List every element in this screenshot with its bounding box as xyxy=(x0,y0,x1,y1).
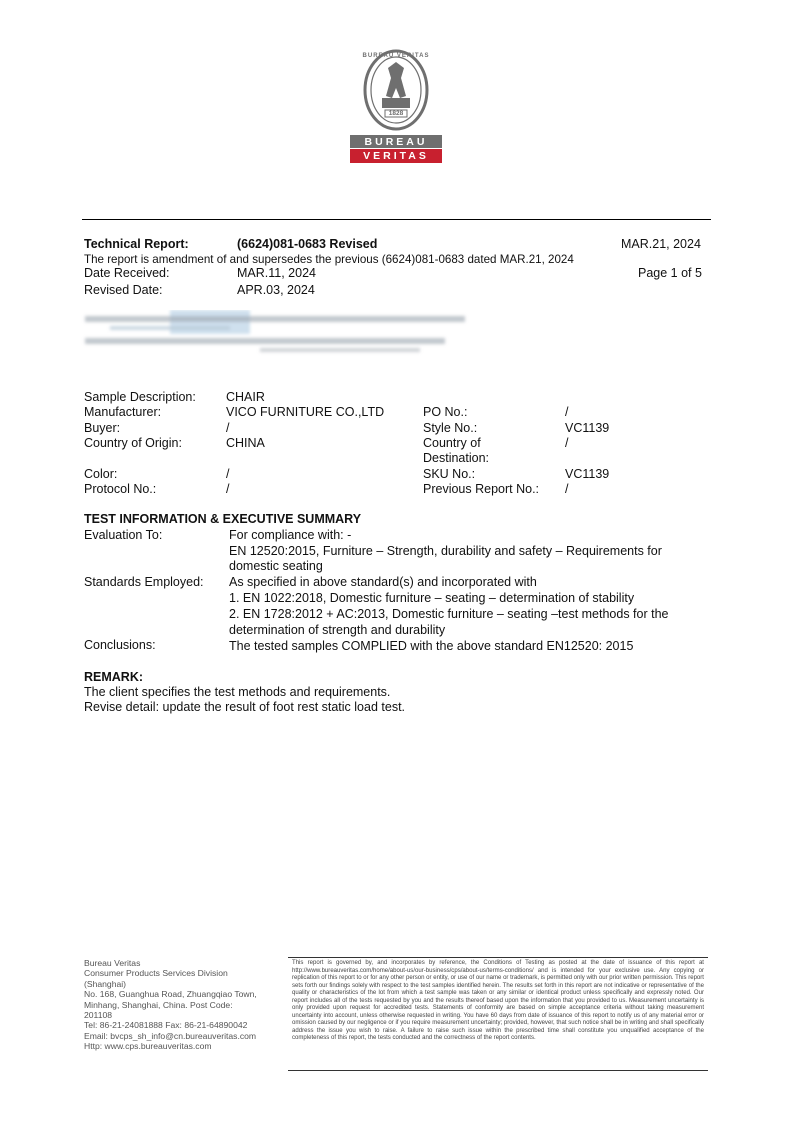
redacted-address-block xyxy=(80,310,480,362)
footer-line: Minhang, Shanghai, China. Post Code: xyxy=(84,999,233,1010)
standards-line-4: determination of strength and durability xyxy=(229,623,446,637)
remark-line-1: The client specifies the test methods and requirements. xyxy=(84,685,391,699)
amendment-note: The report is amendment of and supersedes the previous (6624)081-0683 dated MAR.21, 2024 xyxy=(84,253,574,266)
previous-report-label: Previous Report No.: xyxy=(423,482,540,496)
date-received-label: Date Received: xyxy=(84,266,170,280)
standards-line-3: 2. EN 1728:2012 + AC:2013, Domestic furniture – seating –test methods for the xyxy=(229,607,669,621)
legal-disclaimer-box xyxy=(288,957,708,1071)
sku-value: VC1139 xyxy=(565,467,610,481)
footer-line: Bureau Veritas xyxy=(84,958,141,968)
conclusions-label: Conclusions: xyxy=(84,638,156,652)
buyer-label: Buyer: xyxy=(84,421,121,435)
report-label: Technical Report: xyxy=(84,237,189,251)
bureau-veritas-logo xyxy=(348,48,444,166)
sample-description-label: Sample Description: xyxy=(84,390,196,404)
seal-text: BUREAU VERITAS xyxy=(362,53,430,59)
report-date: MAR.21, 2024 xyxy=(621,237,701,251)
revised-date-label: Revised Date: xyxy=(84,283,163,297)
standards-line-2: 1. EN 1022:2018, Domestic furniture – seating – determination of stability xyxy=(229,591,635,605)
color-label: Color: xyxy=(84,467,118,481)
standards-label: Standards Employed: xyxy=(84,575,204,589)
seal-year: 1828 xyxy=(388,110,404,117)
standards-line-1: As specified in above standard(s) and incorporated with xyxy=(229,575,537,589)
conclusions-value: The tested samples COMPLIED with the above standard EN12520: 2015 xyxy=(229,639,634,653)
po-value: / xyxy=(565,405,569,419)
footer-line: Email: bvcps_sh_info@cn.bureauveritas.com xyxy=(84,1030,257,1041)
report-number: (6624)081-0683 Revised xyxy=(237,237,378,251)
footer-line: Consumer Products Services Division xyxy=(84,968,228,979)
footer-line: No. 168, Guanghua Road, Zhuangqiao Town, xyxy=(84,989,257,1000)
country-origin-label: Country of Origin: xyxy=(84,436,182,450)
buyer-value: / xyxy=(226,421,230,435)
remark-line-2: Revise detail: update the result of foot rest static load test. xyxy=(84,700,406,714)
brand-word-veritas: VERITAS xyxy=(363,150,429,162)
sample-description-value: CHAIR xyxy=(226,390,265,404)
evaluation-line-3: domestic seating xyxy=(229,559,323,573)
po-label: PO No.: xyxy=(423,405,468,419)
footer-company-block xyxy=(84,958,257,1052)
protocol-label: Protocol No.: xyxy=(84,482,157,496)
manufacturer-value: VICO FURNITURE CO.,LTD xyxy=(226,405,385,419)
footer-line: 201108 xyxy=(84,1010,113,1021)
protocol-value: / xyxy=(226,482,230,496)
summary-heading: TEST INFORMATION & EXECUTIVE SUMMARY xyxy=(84,512,362,526)
style-value: VC1139 xyxy=(565,421,610,435)
previous-report-value: / xyxy=(565,482,569,496)
page-indicator: Page 1 of 5 xyxy=(638,266,702,280)
footer-line: Tel: 86-21-24081888 Fax: 86-21-64890042 xyxy=(84,1020,248,1031)
color-value: / xyxy=(226,467,230,481)
evaluation-line-1: For compliance with: - xyxy=(229,528,352,542)
bureau-veritas-seal-icon xyxy=(348,48,444,166)
destination-label-line1: Country of xyxy=(423,436,481,450)
manufacturer-label: Manufacturer: xyxy=(84,405,162,419)
header-divider xyxy=(82,219,711,220)
destination-value: / xyxy=(565,436,569,450)
destination-label-line2: Destination: xyxy=(423,451,490,465)
evaluation-line-2: EN 12520:2015, Furniture – Strength, durability and safety – Requirements for xyxy=(229,544,662,558)
remark-heading: REMARK: xyxy=(84,670,144,684)
footer-line: (Shanghai) xyxy=(84,978,127,989)
date-received-value: MAR.11, 2024 xyxy=(237,266,316,280)
legal-disclaimer-text: This report is governed by, and incorporates by reference, the Conditions of Testing as posted at the date of issuance of this report at http://www.bureauveritas.com/home/about-us/our-business/cps/about-us/terms-conditions/ and is intended for your exclusive use. Any copying or replication of this report to or for any other person or entity, or use of our name or trademark, is permitted only with our prior written permission. This report sets forth our findings solely with respect to the test samples identified herein. The results set forth in this report are not indicative or representative of the quality or characteristics of the lot from which a test sample was taken or any similar or identical product unless specifically and expressly noted. Our report includes all of the tests requested by you and the results thereof based upon the information that you provided to us. Measurement uncertainty is only provided upon request for accredited tests. Statements of conformity are based on simple acceptance criteria without taking measurement uncertainty into account, unless otherwise requested in writing. You have 60 days from date of issuance of this report to notify us of any material error or omission caused by our negligence or if you require measurement uncertainty; provided, however, that such notice shall be in writing and shall specifically address the issue you wish to raise. A failure to raise such issue within the prescribed time shall constitute you unqualified acceptance of the completeness of this report, the tests conducted and the correctness of the report contents. xyxy=(292,960,704,1042)
footer-line: Http: www.cps.bureauveritas.com xyxy=(84,1041,212,1052)
style-label: Style No.: xyxy=(423,421,478,435)
revised-date-value: APR.03, 2024 xyxy=(237,283,315,297)
sku-label: SKU No.: xyxy=(423,467,476,481)
evaluation-label: Evaluation To: xyxy=(84,528,163,542)
brand-word-bureau: BUREAU xyxy=(364,136,428,148)
country-origin-value: CHINA xyxy=(226,436,265,450)
